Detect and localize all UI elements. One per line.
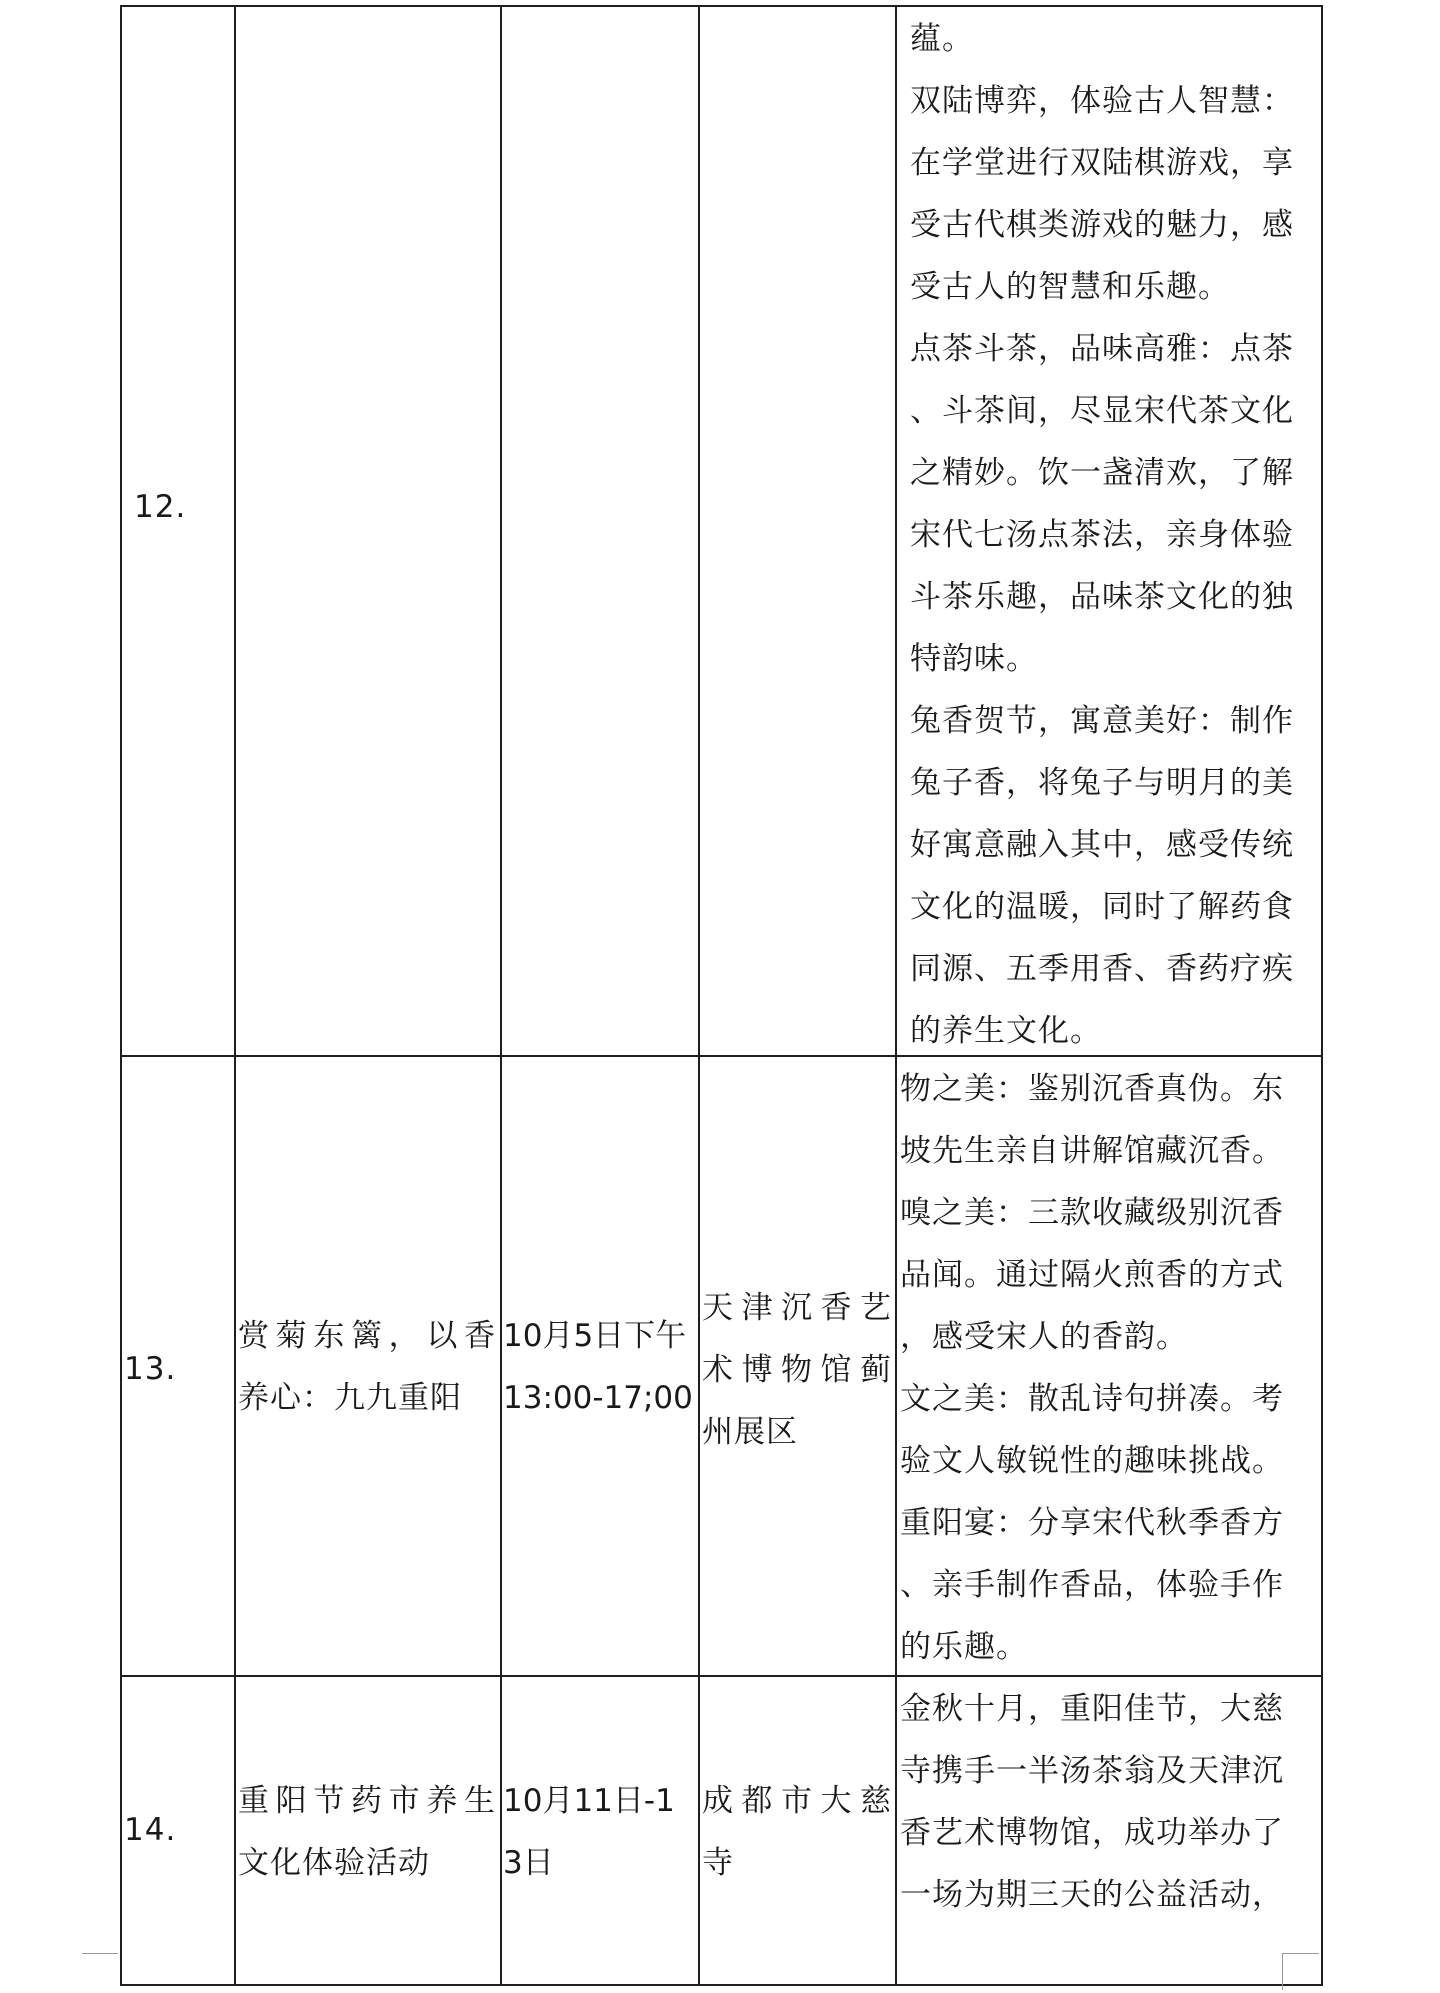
description-line: 兔子香，将兔子与明月的美	[910, 765, 1294, 801]
activity-name	[238, 1770, 496, 1894]
activity-name-line: 文化体验活动	[238, 1845, 430, 1881]
activity-time	[503, 1770, 698, 1894]
description-line: 特韵味。	[910, 641, 1038, 677]
description-line: 同源、五季用香、香药疗疾	[910, 951, 1294, 987]
table-border-top	[120, 5, 1323, 7]
activity-venue-line: 天津沉香艺	[702, 1290, 892, 1326]
description-line: 品闻。通过隔火煎香的方式	[900, 1257, 1284, 1293]
activity-venue-line: 州展区	[702, 1414, 798, 1450]
description-line: 的乐趣。	[900, 1629, 1028, 1665]
activity-venue-line: 寺	[702, 1845, 734, 1881]
description-line: 双陆博弈，体验古人智慧：	[910, 83, 1294, 119]
column-divider-3	[698, 5, 700, 1986]
description-line: ，感受宋人的香韵。	[900, 1319, 1188, 1355]
activity-time-line: 10月11日-1	[503, 1783, 675, 1819]
row-number: 12.	[134, 489, 187, 525]
description-line: 寺携手一半汤茶翁及天津沉	[900, 1753, 1284, 1789]
description-line: 一场为期三天的公益活动，	[900, 1877, 1284, 1913]
row-number: 13.	[124, 1351, 177, 1387]
column-divider-4	[895, 5, 897, 1986]
table-border-bottom	[120, 1984, 1323, 1986]
activity-venue-line: 术博物馆蓟	[702, 1352, 892, 1388]
activity-venue	[702, 1277, 892, 1463]
row-number: 14.	[124, 1812, 177, 1848]
description-line: 受古人的智慧和乐趣。	[910, 269, 1230, 305]
description-line: 金秋十月，重阳佳节，大慈	[900, 1691, 1284, 1727]
description-line: 之精妙。饮一盏清欢，了解	[910, 455, 1294, 491]
description-line: 香艺术博物馆，成功举办了	[900, 1815, 1284, 1851]
row-description	[910, 8, 1310, 1062]
activity-name-line: 养心：九九重阳	[238, 1380, 462, 1416]
description-line: 文化的温暖，同时了解药食	[910, 889, 1294, 925]
description-line: 宋代七汤点茶法，亲身体验	[910, 517, 1294, 553]
description-line: 的养生文化。	[910, 1013, 1102, 1049]
description-line: 点茶斗茶，品味高雅：点茶	[910, 331, 1294, 367]
page-corner-mark-left	[82, 1953, 118, 1954]
activity-name-line: 重阳节药市养生	[238, 1783, 496, 1819]
activity-venue-line: 成都市大慈	[702, 1783, 892, 1819]
activity-venue	[702, 1770, 892, 1894]
activity-name	[238, 1305, 496, 1429]
column-divider-2	[500, 5, 502, 1986]
row-description	[900, 1058, 1318, 1678]
activity-time-line: 10月5日下午	[503, 1318, 687, 1354]
description-line: 蕴。	[910, 21, 974, 57]
description-line: 物之美：鉴别沉香真伪。东	[900, 1071, 1284, 1107]
description-line: 坡先生亲自讲解馆藏沉香。	[900, 1133, 1284, 1169]
description-line: 验文人敏锐性的趣味挑战。	[900, 1443, 1284, 1479]
description-line: 重阳宴：分享宋代秋季香方	[900, 1505, 1284, 1541]
description-line: 文之美：散乱诗句拼凑。考	[900, 1381, 1284, 1417]
activity-time-line: 13:00-17;00	[503, 1380, 693, 1416]
table-border-left	[120, 5, 122, 1986]
description-line: 斗茶乐趣，品味茶文化的独	[910, 579, 1294, 615]
description-line: 兔香贺节，寓意美好：制作	[910, 703, 1294, 739]
activity-time	[503, 1305, 698, 1429]
description-line: 、斗茶间，尽显宋代茶文化	[910, 393, 1294, 429]
description-line: 在学堂进行双陆棋游戏，享	[910, 145, 1294, 181]
description-line: 嗅之美：三款收藏级别沉香	[900, 1195, 1284, 1231]
description-line: 、亲手制作香品，体验手作	[900, 1567, 1284, 1603]
page-corner-mark-right	[1282, 1953, 1319, 1990]
table-border-right	[1321, 5, 1323, 1986]
column-divider-1	[234, 5, 236, 1986]
description-line: 受古代棋类游戏的魅力，感	[910, 207, 1294, 243]
activity-time-line: 3日	[503, 1845, 554, 1881]
row-description	[900, 1678, 1318, 1926]
description-line: 好寓意融入其中，感受传统	[910, 827, 1294, 863]
activity-name-line: 赏菊东篱，以香	[238, 1318, 496, 1354]
